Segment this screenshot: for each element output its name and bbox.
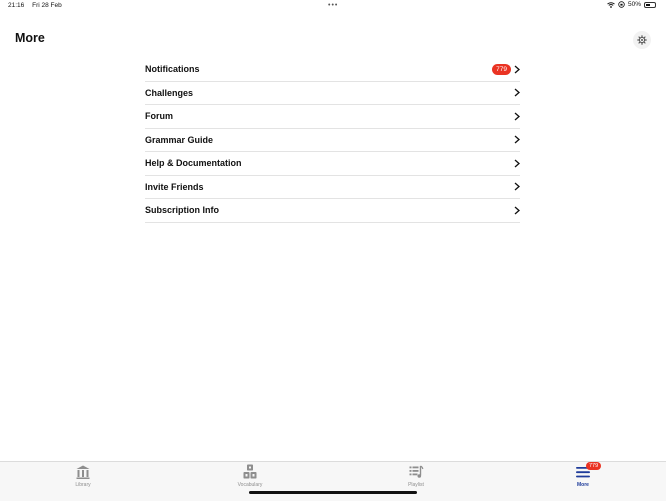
menu-item-subscription-info[interactable] xyxy=(145,199,520,223)
tab-more[interactable] xyxy=(553,464,613,488)
home-indicator[interactable] xyxy=(249,491,417,494)
tab-library[interactable] xyxy=(53,464,113,488)
wifi-icon xyxy=(607,2,615,8)
menu-item-label: Subscription Info xyxy=(145,205,219,216)
menu-item-label: Help & Documentation xyxy=(145,158,242,169)
menu-item-notifications[interactable] xyxy=(145,58,520,82)
chevron-right-icon xyxy=(514,182,520,191)
menu-item-label: Challenges xyxy=(145,87,194,98)
settings-button[interactable] xyxy=(633,31,651,49)
chevron-right-icon xyxy=(514,135,520,144)
tab-label: Playlist xyxy=(408,482,424,488)
vocabulary-icon xyxy=(242,464,258,480)
status-bar xyxy=(0,0,666,12)
orientation-lock-icon xyxy=(618,1,625,8)
menu-item-invite-friends[interactable] xyxy=(145,176,520,200)
tab-label: More xyxy=(577,482,589,488)
battery-level xyxy=(646,4,650,6)
tab-icon-wrap xyxy=(575,463,599,480)
tab-label: Library xyxy=(75,482,91,488)
more-tab-badge: 779 xyxy=(586,462,601,470)
menu-item-grammar-guide[interactable] xyxy=(145,129,520,153)
chevron-right-icon xyxy=(514,88,520,97)
tab-label: Vocabulary xyxy=(237,482,263,488)
battery-icon xyxy=(644,2,656,8)
menu-item-label: Forum xyxy=(145,111,173,122)
menu-item-forum[interactable] xyxy=(145,105,520,129)
chevron-right-icon xyxy=(514,65,520,74)
menu-item-challenges[interactable] xyxy=(145,82,520,106)
status-left xyxy=(8,2,68,9)
menu-item-label: Grammar Guide xyxy=(145,134,214,145)
status-date: Fri 28 Feb xyxy=(32,2,62,9)
gear-icon xyxy=(637,35,647,45)
library-icon xyxy=(75,464,91,480)
tab-playlist[interactable] xyxy=(386,464,446,488)
menu-item-help-documentation[interactable] xyxy=(145,152,520,176)
status-right xyxy=(607,1,656,8)
tab-bar xyxy=(0,461,666,501)
menu-item-label: Invite Friends xyxy=(145,181,204,192)
notifications-badge: 779 xyxy=(492,64,511,75)
battery-percent: 50% xyxy=(627,1,641,8)
chevron-right-icon xyxy=(514,112,520,121)
more-menu-list xyxy=(145,58,520,223)
page-title: More xyxy=(15,31,45,45)
playlist-icon xyxy=(408,464,424,480)
menu-item-label: Notifications xyxy=(145,64,200,75)
chevron-right-icon xyxy=(514,206,520,215)
tab-vocabulary[interactable] xyxy=(220,464,280,488)
status-time: 21:16 xyxy=(8,2,25,9)
chevron-right-icon xyxy=(514,159,520,168)
multitasking-dots[interactable]: ••• xyxy=(328,2,339,9)
